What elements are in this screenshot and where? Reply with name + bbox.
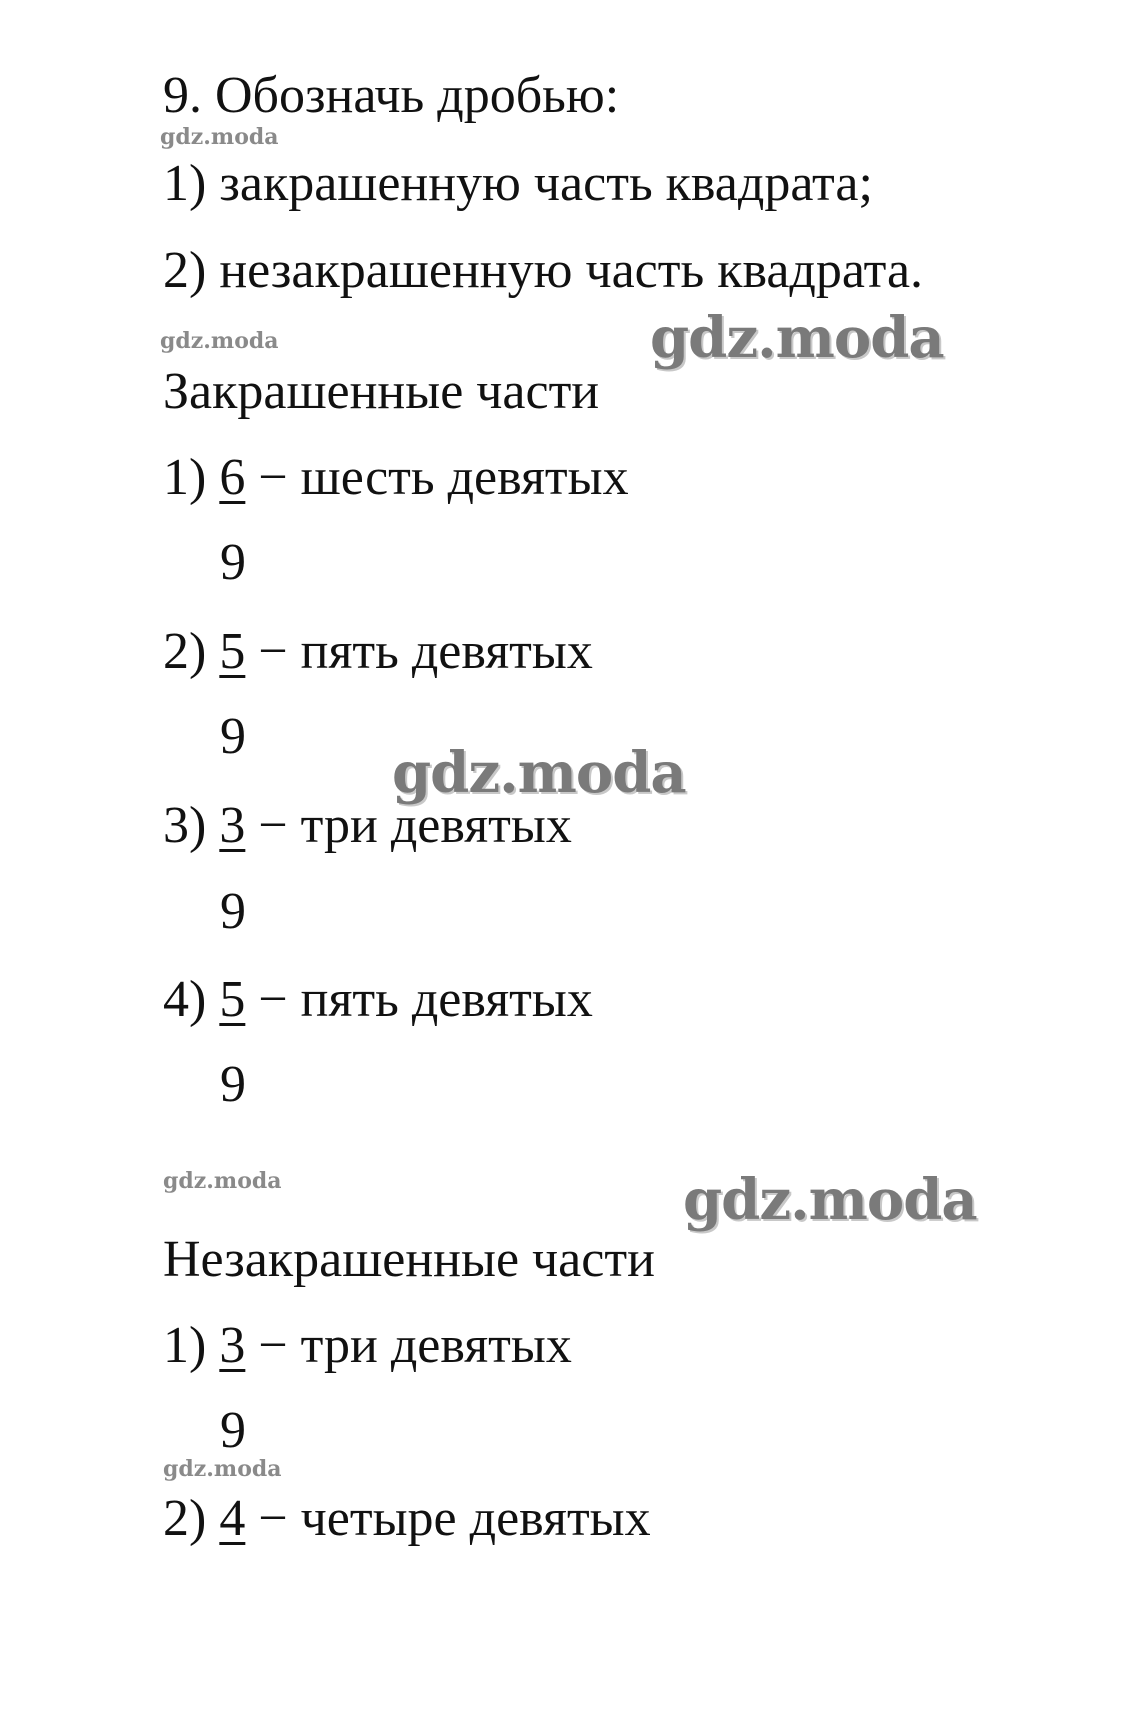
fraction-words: − пять девятых xyxy=(245,971,593,1028)
shaded-heading: Закрашенные части xyxy=(163,363,600,420)
fraction-numerator: 6 xyxy=(219,449,246,506)
fraction-item xyxy=(163,449,629,506)
item-prefix: 2) xyxy=(163,1490,220,1547)
unshaded-heading: Незакрашенные части xyxy=(163,1231,655,1288)
fraction-item xyxy=(163,797,572,854)
fraction-numerator: 4 xyxy=(219,1490,246,1547)
item-prefix: 4) xyxy=(163,971,220,1028)
watermark-small: gdz.moda xyxy=(160,328,279,354)
task-title: 9. Обозначь дробью: xyxy=(163,67,620,124)
fraction-item xyxy=(163,971,593,1028)
item-prefix: 2) xyxy=(163,623,220,680)
fraction-denominator: 9 xyxy=(220,708,246,765)
item-prefix: 1) xyxy=(163,449,220,506)
fraction-item xyxy=(163,623,593,680)
fraction-denominator: 9 xyxy=(220,1402,246,1459)
fraction-words: − четыре девятых xyxy=(245,1490,651,1547)
task-item-1: 1) закрашенную часть квадрата; xyxy=(163,155,873,212)
item-prefix: 1) xyxy=(163,1317,220,1374)
fraction-words: − шесть девятых xyxy=(245,449,629,506)
item-prefix: 3) xyxy=(163,797,220,854)
fraction-denominator: 9 xyxy=(220,1056,246,1113)
fraction-words: − пять девятых xyxy=(245,623,593,680)
watermark-small: gdz.moda xyxy=(160,124,279,150)
fraction-numerator: 3 xyxy=(219,1317,246,1374)
watermark-small: gdz.moda xyxy=(163,1456,282,1482)
fraction-words: − три девятых xyxy=(245,1317,572,1374)
fraction-denominator: 9 xyxy=(220,883,246,940)
watermark-large: gdz.moda xyxy=(392,740,686,806)
fraction-item xyxy=(163,1317,572,1374)
watermark-large: gdz.moda xyxy=(650,305,944,371)
fraction-numerator: 5 xyxy=(219,623,246,680)
fraction-words: − три девятых xyxy=(245,797,572,854)
fraction-denominator: 9 xyxy=(220,534,246,591)
watermark-large: gdz.moda xyxy=(683,1167,977,1233)
fraction-item xyxy=(163,1490,651,1547)
fraction-numerator: 3 xyxy=(219,797,246,854)
task-item-2: 2) незакрашенную часть квадрата. xyxy=(163,242,924,299)
watermark-small: gdz.moda xyxy=(163,1168,282,1194)
fraction-numerator: 5 xyxy=(219,971,246,1028)
